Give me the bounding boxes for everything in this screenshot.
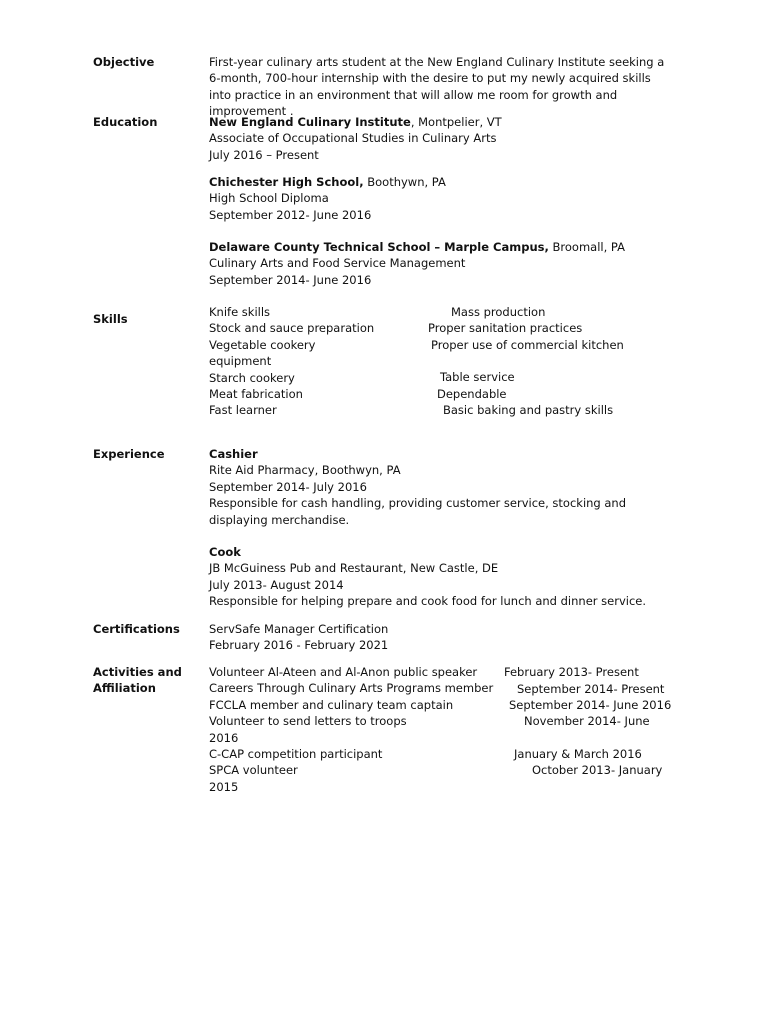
- activity-item: SPCA volunteer: [209, 763, 298, 778]
- skill-item-right: Table service: [440, 370, 515, 384]
- skill-item-right: Mass production: [451, 305, 546, 319]
- school-location: , Montpelier, VT: [410, 115, 502, 129]
- activity-dates: February 2013- Present: [504, 665, 639, 679]
- certification-name: ServSafe Manager Certification: [209, 622, 389, 636]
- activity-item: FCCLA member and culinary team captain: [209, 697, 454, 712]
- education-dates: September 2012- June 2016: [209, 207, 372, 222]
- skills-heading: Skills: [93, 312, 128, 326]
- objective-heading: Objective: [93, 55, 155, 69]
- job-description: Responsible for cash handling, providing customer service, stocking and displaying merchandise.: [209, 496, 627, 527]
- school-name: Chichester High School,: [209, 175, 364, 189]
- job-employer: JB McGuiness Pub and Restaurant, New Castle, DE: [209, 561, 499, 576]
- activity-dates: January & March 2016: [514, 747, 642, 761]
- skill-item: Fast learner: [209, 403, 277, 418]
- school-location: Broomall, PA: [548, 240, 625, 254]
- skill-item: Stock and sauce preparation: [209, 321, 375, 336]
- activity-dates: September 2014- Present: [517, 682, 665, 696]
- education-entry-3: [209, 239, 675, 288]
- skill-item: equipment: [209, 354, 272, 369]
- certification-entry: [209, 621, 675, 654]
- school-name: New England Culinary Institute: [209, 115, 411, 129]
- job-description: Responsible for helping prepare and cook food for lunch and dinner service.: [209, 594, 646, 609]
- education-dates: September 2014- June 2016: [209, 272, 372, 287]
- job-employer: Rite Aid Pharmacy, Boothwyn, PA: [209, 463, 401, 478]
- activity-item: C-CAP competition participant: [209, 747, 383, 762]
- certifications-heading: Certifications: [93, 622, 180, 636]
- skill-item: Starch cookery: [209, 370, 295, 385]
- job-title: Cook: [209, 545, 241, 559]
- skill-item-right: Proper use of commercial kitchen: [431, 338, 624, 352]
- job-dates: July 2013- August 2014: [209, 577, 344, 592]
- activity-item: Volunteer Al-Ateen and Al-Anon public speaker: [209, 665, 478, 679]
- education-heading: Education: [93, 115, 158, 129]
- job-dates: September 2014- July 2016: [209, 479, 367, 494]
- degree-text: High School Diploma: [209, 191, 329, 206]
- activity-item: 2015: [209, 779, 239, 794]
- degree-text: Culinary Arts and Food Service Management: [209, 256, 466, 271]
- activity-dates: September 2014- June 2016: [509, 698, 672, 712]
- job-title: Cashier: [209, 447, 258, 461]
- skill-item: Knife skills: [209, 305, 271, 319]
- school-location: Boothywn, PA: [363, 175, 446, 189]
- certification-dates: February 2016 - February 2021: [209, 638, 389, 653]
- activity-item: Careers Through Culinary Arts Programs member: [209, 681, 494, 696]
- degree-text: Associate of Occupational Studies in Culinary Arts: [209, 131, 497, 146]
- objective-text: First-year culinary arts student at the New England Culinary Institute seeking a 6-month, 700-hour internship with the desire to put my newly acquired skills into practice in an environment that will allow me room for growth and improvement .: [209, 55, 665, 119]
- skill-item: Meat fabrication: [209, 387, 303, 402]
- education-entry-1: [209, 114, 675, 163]
- skill-item-right: Proper sanitation practices: [428, 321, 583, 335]
- activity-item: 2016: [209, 730, 239, 745]
- job-entry-1: [209, 446, 675, 528]
- education-dates: July 2016 – Present: [209, 147, 319, 162]
- skill-item-right: Dependable: [437, 387, 507, 401]
- education-entry-2: [209, 174, 675, 223]
- activity-item: Volunteer to send letters to troops: [209, 714, 407, 729]
- activity-dates: October 2013- January: [532, 763, 663, 777]
- skill-item-right: Basic baking and pastry skills: [443, 403, 614, 417]
- skill-item: Vegetable cookery: [209, 337, 316, 352]
- job-entry-2: [209, 544, 675, 610]
- experience-heading: Experience: [93, 447, 165, 461]
- activities-heading: Activities and Affiliation: [93, 665, 182, 696]
- activity-dates: November 2014- June: [524, 714, 650, 728]
- school-name: Delaware County Technical School – Marple Campus,: [209, 240, 549, 254]
